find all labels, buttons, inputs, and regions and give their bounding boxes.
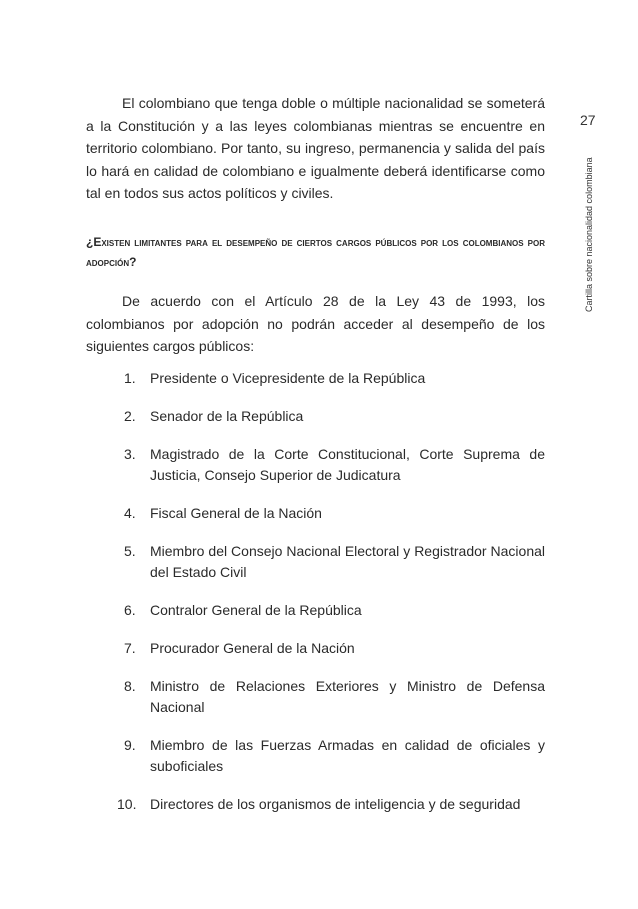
list-item-text: Fiscal General de la Nación — [150, 505, 322, 521]
list-item — [120, 541, 545, 583]
list-item-number: 4. — [124, 505, 136, 521]
list-item — [120, 368, 545, 389]
side-caption: Cartilla sobre nacionalidad colombiana — [584, 157, 594, 312]
list-item-text: Contralor General de la República — [150, 602, 362, 618]
list-item-number: 5. — [124, 543, 136, 559]
list-item-number: 3. — [124, 446, 136, 462]
list-item-number: 1. — [124, 370, 136, 386]
lead-paragraph: De acuerdo con el Artículo 28 de la Ley 43 de 1993, los colombianos por adopción no podrán acceder al desempeño de los siguientes cargos públicos: — [86, 293, 545, 354]
list-item — [120, 676, 545, 718]
list-item-number: 9. — [124, 737, 136, 753]
list-item-text: Presidente o Vicepresidente de la República — [150, 370, 426, 386]
list-item — [120, 600, 545, 621]
list-item — [120, 638, 545, 659]
list-item — [120, 406, 545, 427]
list-item — [120, 503, 545, 524]
list-item-text: Ministro de Relaciones Exteriores y Ministro de Defensa Nacional — [150, 678, 545, 715]
list-item-text: Directores de los organismos de inteligencia y de seguridad — [150, 796, 521, 812]
cargos-list — [117, 368, 545, 832]
list-item — [117, 794, 545, 815]
section-heading: ¿Existen limitantes para el desempeño de ciertos cargos públicos por los colombianos por adopción? — [86, 235, 545, 269]
intro-paragraph: El colombiano que tenga doble o múltiple nacionalidad se someterá a la Constitución y a las leyes colombianas mientras se encuentre en territorio colombiano. Por tanto, su ingreso, permanencia y salida del país lo hará en calidad de colombiano e igualmente deberá identificarse como tal en todos sus actos políticos y civiles. — [86, 95, 545, 201]
page-number: 27 — [580, 112, 596, 128]
list-item-number: 10. — [117, 796, 137, 812]
list-item-text: Miembro de las Fuerzas Armadas en calidad de oficiales y suboficiales — [150, 737, 545, 774]
list-item-number: 8. — [124, 678, 136, 694]
list-item-text: Magistrado de la Corte Constitucional, Corte Suprema de Justicia, Consejo Superior de Judicatura — [150, 446, 545, 483]
list-item-number: 2. — [124, 408, 136, 424]
list-item-text: Senador de la República — [150, 408, 304, 424]
list-item-text: Miembro del Consejo Nacional Electoral y Registrador Nacional del Estado Civil — [150, 543, 545, 580]
list-item — [120, 735, 545, 777]
list-item — [120, 444, 545, 486]
list-item-number: 7. — [124, 640, 136, 656]
list-item-number: 6. — [124, 602, 136, 618]
list-item-text: Procurador General de la Nación — [150, 640, 355, 656]
